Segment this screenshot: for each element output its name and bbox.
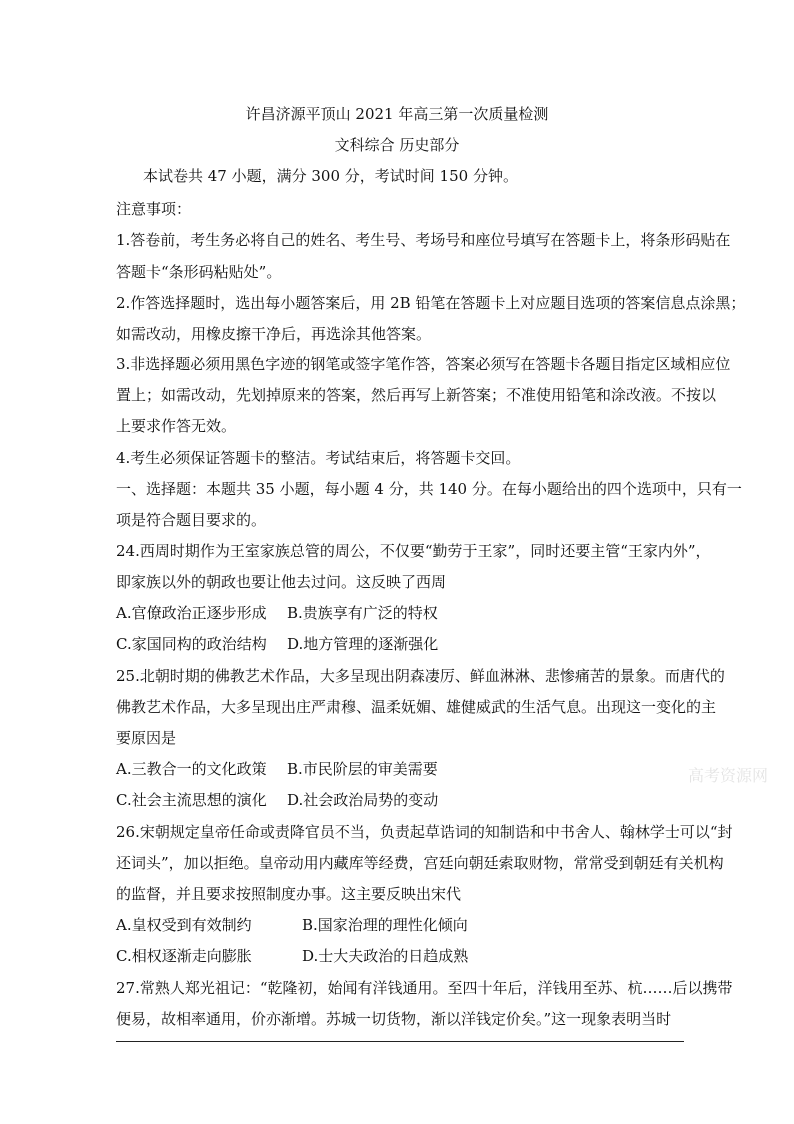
question-25-option-a: A.三教合一的文化政策 (116, 760, 267, 778)
notice-item-1: 1.答卷前，考生务必将自己的姓名、考生号、考场号和座位号填写在答题卡上，将条形码贴在 (116, 231, 731, 249)
question-24-option-c: C.家国同构的政治结构 (116, 635, 267, 653)
question-24-option-d: D.地方管理的逐渐强化 (287, 635, 439, 653)
notice-item-3: 3.非选择题必须用黑色字迹的钢笔或签字笔作答，答案必须写在答题卡各题目指定区域相应位 (116, 355, 731, 373)
question-24-stem-cont: 即家族以外的朝政也要让他去过问。这反映了西周 (116, 573, 447, 591)
notice-item-2-cont: 如需改动，用橡皮擦干净后，再选涂其他答案。 (116, 325, 432, 343)
question-25-option-b: B.市民阶层的审美需要 (287, 760, 438, 778)
question-26-option-b: B.国家治理的理性化倾向 (302, 916, 468, 934)
section-heading: 一、选择题：本题共 35 小题，每小题 4 分，共 140 分。在每小题给出的四个选项中，只有一 (116, 480, 742, 498)
notice-item-2: 2.作答选择题时，选出每小题答案后，用 2B 铅笔在答题卡上对应题目选项的答案信息点涂黑； (116, 294, 746, 312)
notice-item-1-cont: 答题卡“条形码粘贴处”。 (116, 263, 282, 281)
exam-intro: 本试卷共 47 小题，满分 300 分，考试时间 150 分钟。 (143, 167, 518, 185)
question-26-option-a: A.皇权受到有效制约 (116, 916, 252, 934)
question-26-stem-cont2: 的监督，并且要求按照制度办事。这主要反映出宋代 (116, 885, 462, 903)
question-25-option-c: C.社会主流思想的演化 (116, 791, 267, 809)
watermark-text: 高考资源网 (688, 766, 769, 785)
question-27-stem: 27.常熟人郑光祖记：“乾隆初，始闻有洋钱通用。至四十年后，洋钱用至苏、杭……后以携带 (116, 979, 733, 997)
question-25-stem-cont: 佛教艺术作品，大多呈现出庄严肃穆、温柔妩媚、雄健威武的生活气息。出现这一变化的主 (116, 698, 717, 716)
question-26-stem: 26.宋朝规定皇帝任命或责降官员不当，负责起草诰词的知制诰和中书舍人、翰林学士可以“封 (116, 823, 733, 841)
question-25-stem: 25.北朝时期的佛教艺术作品，大多呈现出阴森凄厉、鲜血淋淋、悲惨痛苦的景象。而唐代的 (116, 667, 725, 685)
question-26-stem-cont: 还词头”，加以拒绝。皇帝动用内藏库等经费，宫廷向朝廷索取财物，常常受到朝廷有关机构 (116, 854, 724, 872)
question-24-stem: 24.西周时期作为王室家族总管的周公，不仅要“勤劳于王家”，同时还要主管“王家内外”， (116, 542, 711, 560)
notice-item-3-cont: 置上；如需改动，先划掉原来的答案，然后再写上新答案；不准使用铅笔和涂改液。不按以 (116, 386, 717, 404)
page-bottom-rule (116, 1041, 684, 1042)
exam-subtitle: 文科综合 历史部分 (334, 136, 460, 154)
exam-title: 许昌济源平顶山 2021 年高三第一次质量检测 (245, 105, 549, 123)
question-27-stem-cont: 便易，故相率通用，价亦渐增。苏城一切货物，渐以洋钱定价矣。”这一现象表明当时 (116, 1010, 672, 1028)
question-25-stem-cont2: 要原因是 (116, 729, 177, 747)
section-heading-cont: 项是符合题目要求的。 (116, 511, 267, 529)
question-25-option-d: D.社会政治局势的变动 (287, 791, 439, 809)
question-26-option-c: C.相权逐渐走向膨胀 (116, 947, 252, 965)
notice-heading: 注意事项： (116, 200, 192, 218)
notice-item-4: 4.考生必须保证答题卡的整洁。考试结束后，将答题卡交回。 (116, 449, 521, 467)
question-26-option-d: D.士大夫政治的日趋成熟 (302, 947, 469, 965)
question-24-option-a: A.官僚政治正逐步形成 (116, 604, 267, 622)
question-24-option-b: B.贵族享有广泛的特权 (287, 604, 438, 622)
notice-item-3-cont2: 上要求作答无效。 (116, 417, 237, 435)
